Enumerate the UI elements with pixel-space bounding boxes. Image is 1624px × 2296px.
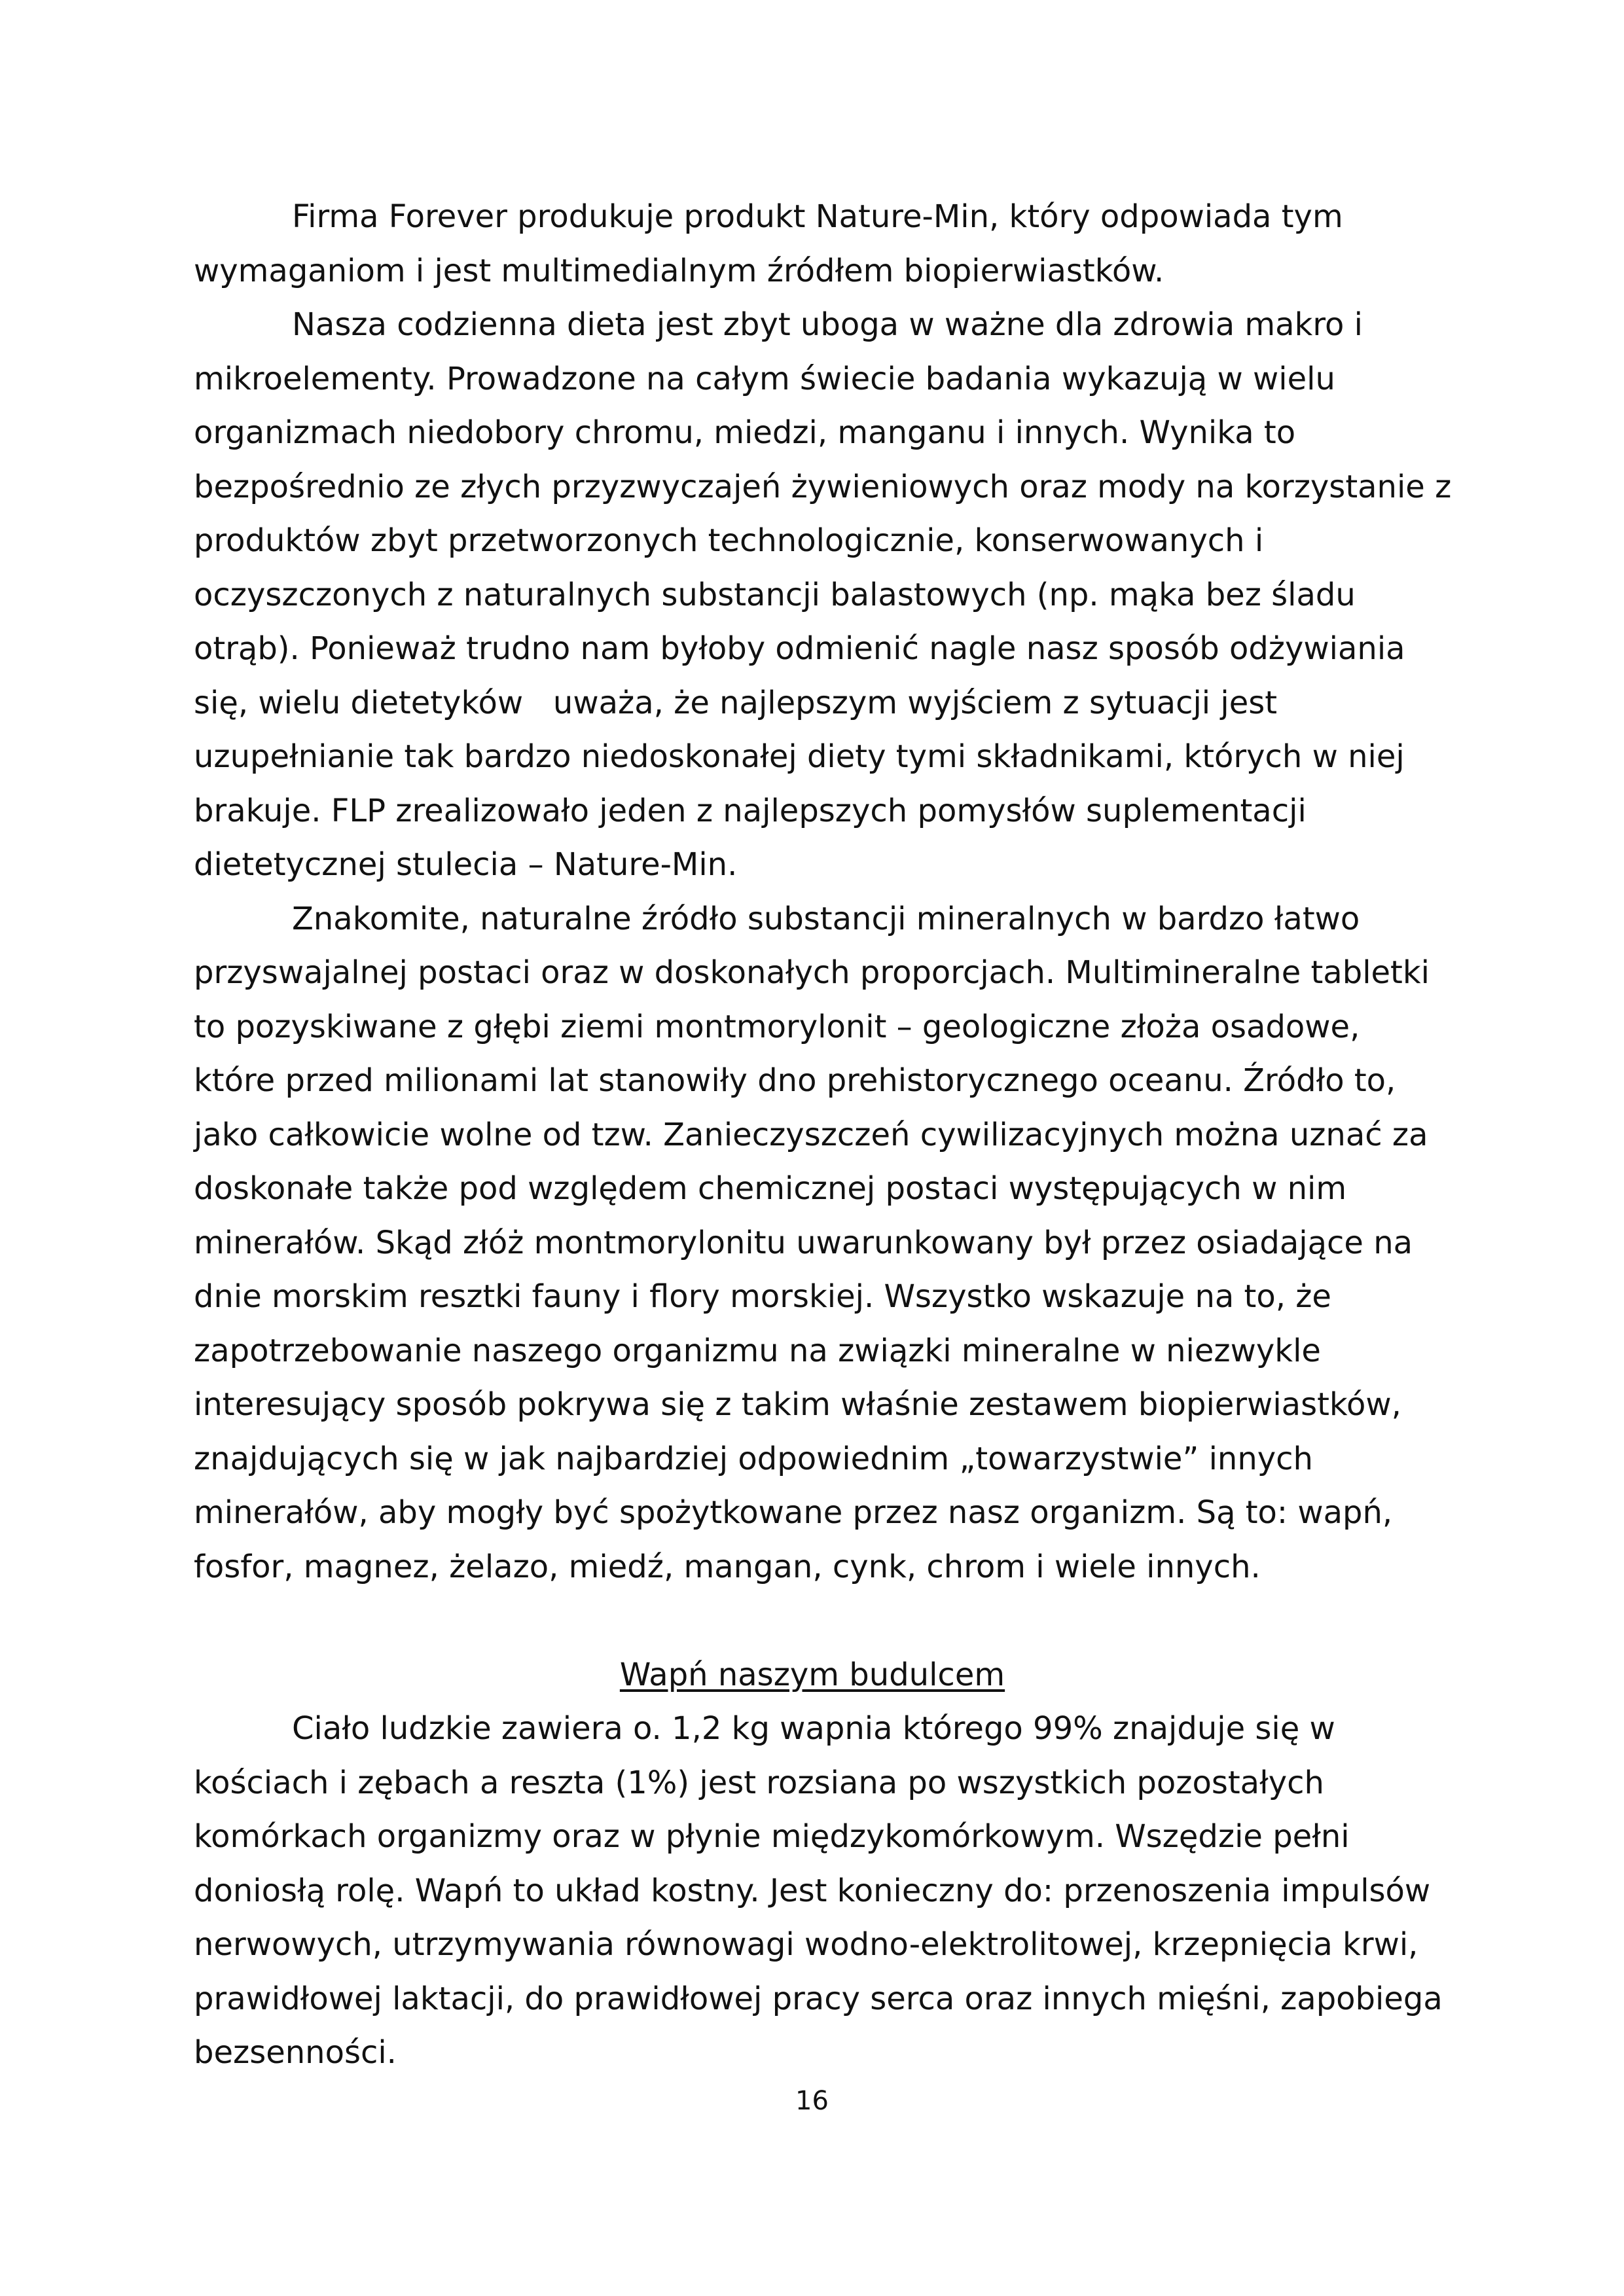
text-line: otrąb). Ponieważ trudno nam byłoby odmienić nagle nasz sposób odżywiania [194,630,1405,667]
text-line: minerałów. Skąd złóż montmorylonitu uwarunkowany był przez osiadające na [194,1224,1413,1261]
text-line: Nasza codzienna dieta jest zbyt uboga w ważne dla zdrowia makro i [292,306,1363,343]
text-line: przyswajalnej postaci oraz w doskonałych proporcjach. Multimineralne tabletki [194,954,1430,991]
text-line: fosfor, magnez, żelazo, miedź, mangan, cynk, chrom i wiele innych. [194,1548,1261,1585]
text-line: jako całkowicie wolne od tzw. Zanieczyszczeń cywilizacyjnych można uznać za [194,1116,1428,1153]
text-line: doniosłą rolę. Wapń to układ kostny. Jest konieczny do: przenoszenia impulsów [194,1872,1431,1909]
text-line: się, wielu dietetyków uważa, że najlepszym wyjściem z sytuacji jest [194,684,1278,721]
text-line: Znakomite, naturalne źródło substancji mineralnych w bardzo łatwo [292,900,1360,937]
text-line: komórkach organizmy oraz w płynie międzykomórkowym. Wszędzie pełni [194,1818,1350,1855]
text-line: organizmach niedobory chromu, miedzi, manganu i innych. Wynika to [194,414,1296,451]
section-heading [194,1648,1431,1702]
section-heading-text: Wapń naszym budulcem [619,1656,1005,1693]
text-line: Ciało ludzkie zawiera o. 1,2 kg wapnia którego 99% znajduje się w [292,1710,1335,1747]
text-line: kościach i zębach a reszta (1%) jest rozsiana po wszystkich pozostałych [194,1764,1324,1801]
text-line: brakuje. FLP zrealizowało jeden z najlepszych pomysłów suplementacji [194,792,1307,829]
text-line: to pozyskiwane z głębi ziemi montmorylonit – geologiczne złoża osadowe, [194,1008,1360,1045]
text-line: które przed milionami lat stanowiły dno prehistorycznego oceanu. Źródło to, [194,1062,1396,1099]
paragraph-calcium [194,1702,1443,2080]
text-line: oczyszczonych z naturalnych substancji balastowych (np. mąka bez śladu [194,576,1356,613]
text-line: uzupełnianie tak bardzo niedoskonałej diety tymi składnikami, których w niej [194,738,1405,775]
text-line: doskonałe także pod względem chemicznej postaci występujących w nim [194,1170,1347,1207]
text-line: bezsenności. [194,2034,397,2071]
text-line: interesujący sposób pokrywa się z takim właśnie zestawem biopierwiastków, [194,1386,1401,1423]
text-line: produktów zbyt przetworzonych technologicznie, konserwowanych i [194,522,1264,559]
text-line: nerwowych, utrzymywania równowagi wodno-elektrolitowej, krzepnięcia krwi, [194,1926,1418,1963]
text-line: znajdujących się w jak najbardziej odpowiednim „towarzystwie” innych [194,1440,1313,1477]
page-number: 16 [795,2086,829,2116]
text-line: minerałów, aby mogły być spożytkowane przez nasz organizm. Są to: wapń, [194,1494,1393,1531]
text-line: dnie morskim resztki fauny i flory morskiej. Wszystko wskazuje na to, że [194,1278,1331,1315]
text-line: wymaganiom i jest multimedialnym źródłem biopierwiastków. [194,252,1164,289]
paragraph-minerals-source [194,892,1431,1594]
text-line: bezpośrednio ze złych przyzwyczajeń żywieniowych oraz mody na korzystanie z [194,468,1452,505]
text-line: zapotrzebowanie naszego organizmu na związki mineralne w niezwykle [194,1332,1321,1369]
text-line: Firma Forever produkuje produkt Nature-Min, który odpowiada tym [292,198,1343,235]
text-line: mikroelementy. Prowadzone na całym świecie badania wykazują w wielu [194,360,1335,397]
paragraph-diet [194,298,1452,892]
text-line: dietetycznej stulecia – Nature-Min. [194,846,738,883]
text-line: prawidłowej laktacji, do prawidłowej pracy serca oraz innych mięśni, zapobiega [194,1980,1443,2017]
paragraph-nature-min [194,190,1431,298]
blank-line [194,1594,1431,1648]
document-body [194,190,1452,2080]
